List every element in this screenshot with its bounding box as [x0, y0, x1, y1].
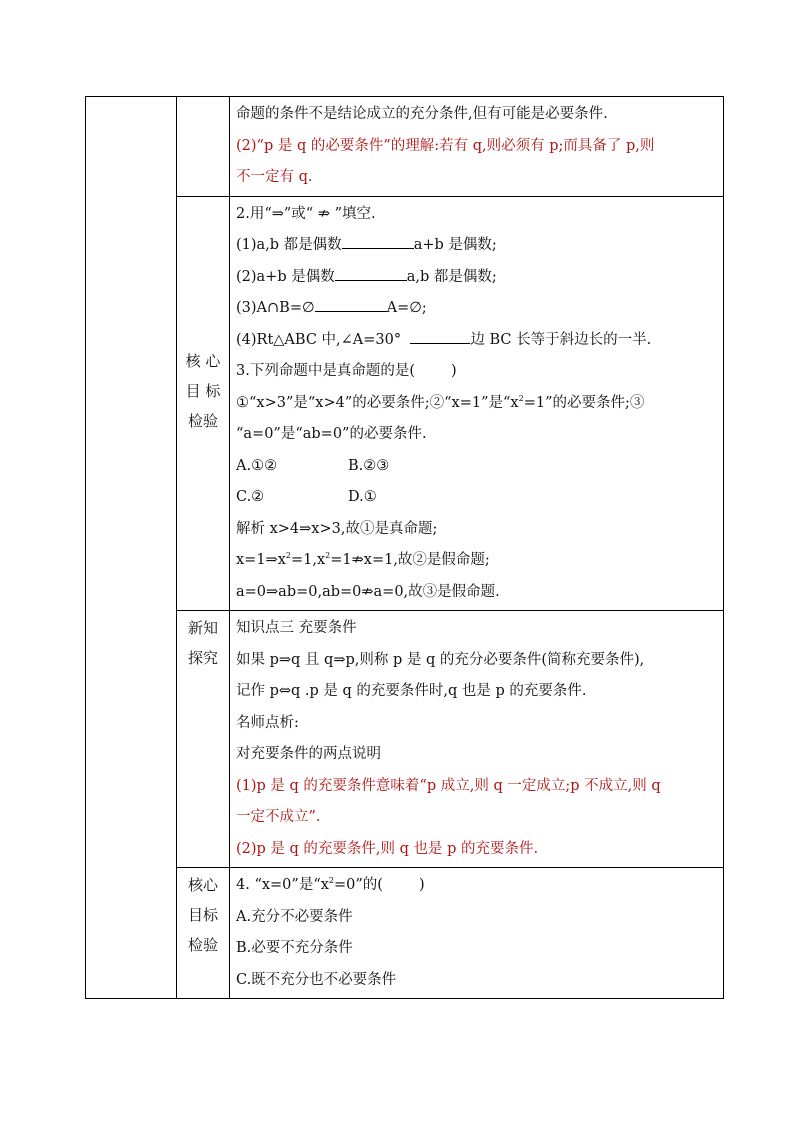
question-4-title	[236, 870, 717, 902]
item-text: 3.下列命题中是真命题的是(	[236, 363, 415, 379]
row-core-check-1	[86, 196, 724, 611]
item-text: ①“x>3”是“x>4”的必要条件;②“x=1”是“x	[236, 394, 519, 411]
question-3-line-1	[236, 388, 717, 420]
question-2-item-4	[236, 325, 717, 357]
text-line: (1)p 是 q 的充要条件意味着“p 成立,则 q 一定成立;p 不成立,则 q	[236, 777, 661, 794]
item-text: A=∅;	[386, 300, 427, 316]
option-d: D.①	[348, 489, 377, 505]
question-2-item-3	[236, 293, 717, 325]
knowledge-title: 知识点三 充要条件	[236, 620, 357, 636]
text-line: 不一定有 q.	[236, 169, 313, 185]
lesson-table	[85, 96, 724, 999]
option-c: C.②	[236, 489, 265, 505]
item-text: (1)a,b 都是偶数	[236, 237, 342, 253]
label-line: 目标	[187, 906, 218, 924]
text-line: 命题的条件不是结论成立的充分条件,但有可能是必要条件.	[236, 106, 608, 122]
item-text: (2)a+b 是偶数	[236, 268, 335, 285]
item-text: =1⇏x=1,故②是假命题;	[330, 552, 490, 568]
question-2-item-1	[236, 230, 717, 262]
item-text: x=1⇒x	[236, 552, 286, 568]
option-c: C.既不充分也不必要条件	[236, 971, 397, 988]
question-2-title: 2.用“⇒”或“ ⇏ ”填空.	[236, 205, 376, 222]
item-text: (3)A∩B=∅	[236, 300, 315, 316]
option-a: A.充分不必要条件	[236, 908, 353, 925]
question-3-line-2: “a=0”是“ab=0”的必要条件.	[236, 426, 427, 442]
superscript: 2	[325, 551, 331, 561]
superscript: 2	[285, 551, 291, 561]
left-empty-cell	[86, 97, 177, 999]
label-line: 检验	[187, 936, 218, 954]
option-b: B.②③	[348, 457, 390, 474]
row4-label	[177, 868, 230, 999]
option-b: B.必要不充分条件	[236, 940, 353, 956]
row2-label	[177, 196, 230, 611]
text-line: 一定不成立”.	[236, 809, 321, 825]
row-necessary-note	[86, 97, 724, 197]
row3-content-cell	[230, 611, 724, 868]
question-3-title	[236, 356, 717, 388]
item-text: a,b 都是偶数;	[406, 268, 497, 285]
superscript: 2	[518, 393, 524, 403]
analysis-line-2	[236, 545, 717, 577]
text-line: (2)“p 是 q 的必要条件”的理解:若有 q,则必须有 p;而具备了 p,则	[236, 137, 655, 154]
row4-content-cell	[230, 868, 724, 999]
label-line: 检验	[187, 411, 218, 430]
text-line: 记作 p⇔q .p 是 q 的充要条件时,q 也是 p 的充要条件.	[236, 683, 587, 699]
text-line: (2)p 是 q 的充要条件,则 q 也是 p 的充要条件.	[236, 840, 539, 857]
fill-blank[interactable]	[342, 235, 414, 249]
item-text: =1,x	[290, 552, 326, 568]
item-text: a+b 是偶数;	[413, 237, 497, 253]
row3-label	[177, 611, 230, 868]
item-text: =0”的(	[334, 877, 383, 893]
fill-blank[interactable]	[335, 267, 407, 281]
analysis-line-3: a=0⇒ab=0,ab=0⇏a=0,故③是假命题.	[236, 583, 500, 600]
label-line: 目 标	[185, 381, 221, 400]
label-line: 核 心	[185, 351, 221, 370]
item-text: (4)Rt△ABC 中,∠A=30°	[236, 331, 402, 348]
superscript: 2	[328, 876, 335, 886]
question-3-options-cd	[236, 482, 717, 514]
analysis-line-1: 解析 x>4⇒x>3,故①是真命题;	[236, 520, 438, 537]
row1-label-cell	[177, 97, 230, 197]
question-2-item-2	[236, 262, 717, 294]
option-a: A.①②	[236, 457, 278, 474]
fill-blank[interactable]	[410, 330, 470, 344]
label-line: 新知	[187, 619, 218, 637]
label-line: 核心	[187, 876, 218, 894]
label-line: 探究	[187, 649, 218, 667]
item-text: )	[418, 877, 425, 893]
row-new-knowledge	[86, 611, 724, 868]
text-line: 如果 p⇒q 且 q⇒p,则称 p 是 q 的充分必要条件(简称充要条件),	[236, 651, 645, 668]
row-core-check-2	[86, 868, 724, 999]
fill-blank[interactable]	[315, 298, 387, 312]
text-line: 对充要条件的两点说明	[236, 746, 381, 762]
item-text: 边 BC 长等于斜边长的一半.	[470, 331, 652, 348]
item-text: =1”的必要条件;③	[523, 394, 645, 411]
row1-content-cell	[230, 97, 724, 197]
item-text: )	[451, 363, 457, 379]
text-line: 名师点析:	[236, 714, 299, 731]
row2-content-cell	[230, 196, 724, 611]
question-3-options-ab	[236, 451, 717, 483]
item-text: 4. “x=0”是“x	[236, 877, 329, 893]
